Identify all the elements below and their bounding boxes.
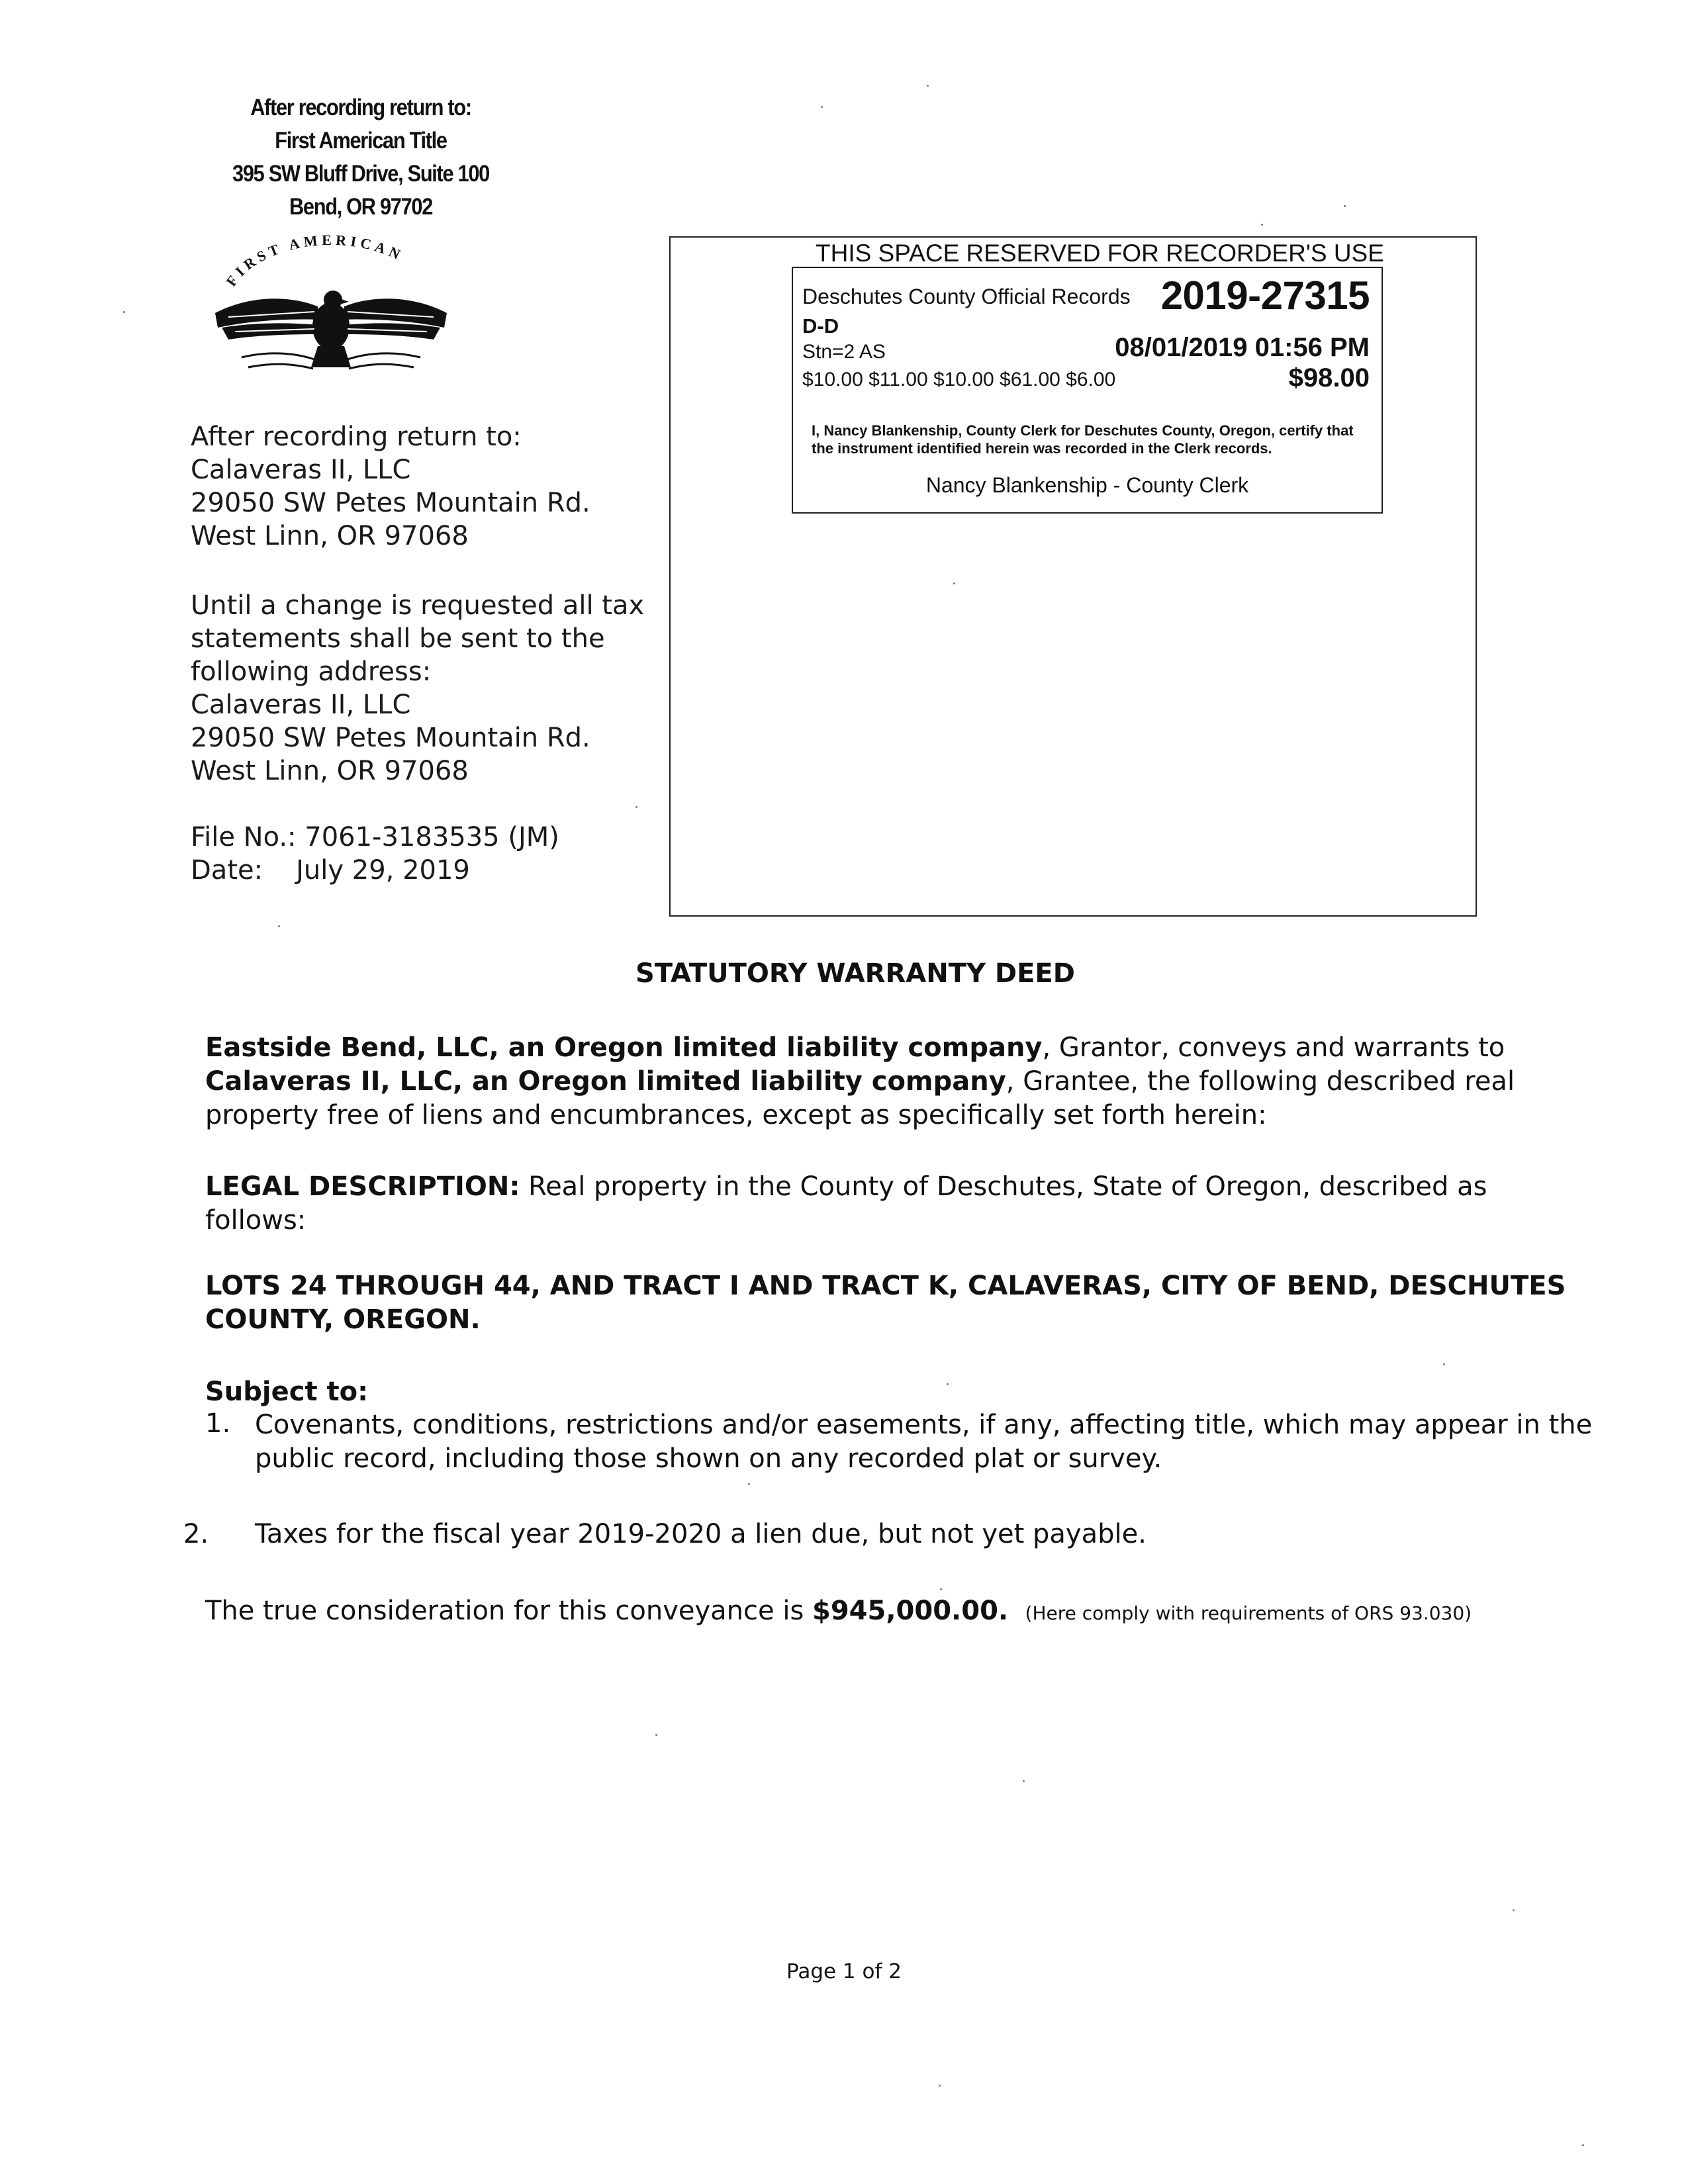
tax-name: Calaveras II, LLC [191,690,411,720]
item-2: Taxes for the fiscal year 2019-2020 a lien due, but not yet payable. [255,1519,1147,1549]
svg-text:FIRST AMERICAN [222,235,406,289]
file-info [191,821,559,887]
stamp-line-4: Bend, OR 97702 [289,194,433,220]
file-number: 7061-3183535 (JM) [305,822,559,852]
lots-line-1: LOTS 24 THROUGH 44, AND TRACT I AND TRACT K, CALAVERAS, CITY OF BEND, DESCHUTES [205,1271,1566,1301]
item-1-line-1: Covenants, conditions, restrictions and/or easements, if any, affecting title, which may appear in the [255,1410,1593,1440]
recording-stamp [792,267,1383,514]
consideration-text: The true consideration for this conveyance is [205,1596,813,1626]
return-name: Calaveras II, LLC [191,455,411,485]
return-heading: After recording return to: [191,422,522,452]
county-clerk-name: Nancy Blankenship - County Clerk [925,473,1249,497]
grantee: Calaveras II, LLC, an Oregon limited liability company [205,1066,1006,1097]
tax-statement-address [191,589,644,788]
page-number: Page 1 of 2 [786,1960,902,1983]
tax-city: West Linn, OR 97068 [191,756,469,786]
tax-line-3: following address: [191,657,432,687]
document-number: 2019-27315 [1160,273,1370,318]
file-number-line [191,821,559,854]
recorded-datetime: 08/01/2019 01:56 PM [1115,333,1370,362]
tax-street: 29050 SW Petes Mountain Rd. [191,723,590,753]
date-label: Date: [191,855,263,886]
ors-note: (Here comply with requirements of ORS 93.030) [1025,1602,1472,1624]
recorder-reserved-label: THIS SPACE RESERVED FOR RECORDER'S USE [816,240,1384,267]
item-1-line-2: public record, including those shown on any recorded plat or survey. [255,1443,1162,1474]
consideration-statement [205,1596,1472,1626]
item-1-number: 1. [205,1408,231,1439]
grantee-text: , Grantee, the following described real [1006,1066,1515,1097]
stamp-line-1: After recording return to: [250,95,471,120]
legal-description [205,1170,1487,1238]
legal-label: LEGAL DESCRIPTION: [205,1171,520,1202]
first-american-eagle-logo [202,235,460,381]
legal-text: Real property in the County of Deschutes, State of Oregon, described as [520,1171,1487,1202]
conveys-text: , Grantor, conveys and warrants to [1042,1032,1505,1063]
return-to-address [191,420,590,553]
document-type: D-D [802,314,839,338]
stamp-line-3: 395 SW Bluff Drive, Suite 100 [232,161,489,187]
date-line [191,854,559,887]
grant-paragraph [205,1031,1515,1132]
subject-to-label: Subject to: [205,1377,369,1407]
title-company-stamp [218,91,503,224]
clerk-certification: I, Nancy Blankenship, County Clerk for Deschutes County, Oregon, certify that the instrument identified herein was recorded in the Clerk records. [812,422,1354,457]
file-label: File No.: [191,822,297,852]
lots-line-2: COUNTY, OREGON. [205,1304,481,1335]
consideration-amount: $945,000.00. [812,1596,1009,1626]
legal-text-2: follows: [205,1205,306,1236]
stamp-line-2: First American Title [275,128,447,154]
property-text: property free of liens and encumbrances, except as specifically set forth herein: [205,1100,1267,1130]
lots-description [205,1269,1566,1337]
item-2-number: 2. [183,1519,209,1549]
return-street: 29050 SW Petes Mountain Rd. [191,488,590,518]
return-city: West Linn, OR 97068 [191,521,469,551]
tax-line-2: statements shall be sent to the [191,623,605,654]
item-1 [255,1408,1592,1476]
station: Stn=2 AS [802,341,886,363]
recording-fees: $10.00 $11.00 $10.00 $61.00 $6.00 [802,369,1116,390]
logo-arc-text: FIRST AMERICAN [222,235,406,290]
deed-title: STATUTORY WARRANTY DEED [635,958,1075,989]
tax-line-1: Until a change is requested all tax [191,590,645,621]
date-value: July 29, 2019 [296,855,470,886]
grantor: Eastside Bend, LLC, an Oregon limited liability company [205,1032,1043,1063]
total-fee: $98.00 [1288,363,1370,392]
records-label: Deschutes County Official Records [802,285,1131,308]
